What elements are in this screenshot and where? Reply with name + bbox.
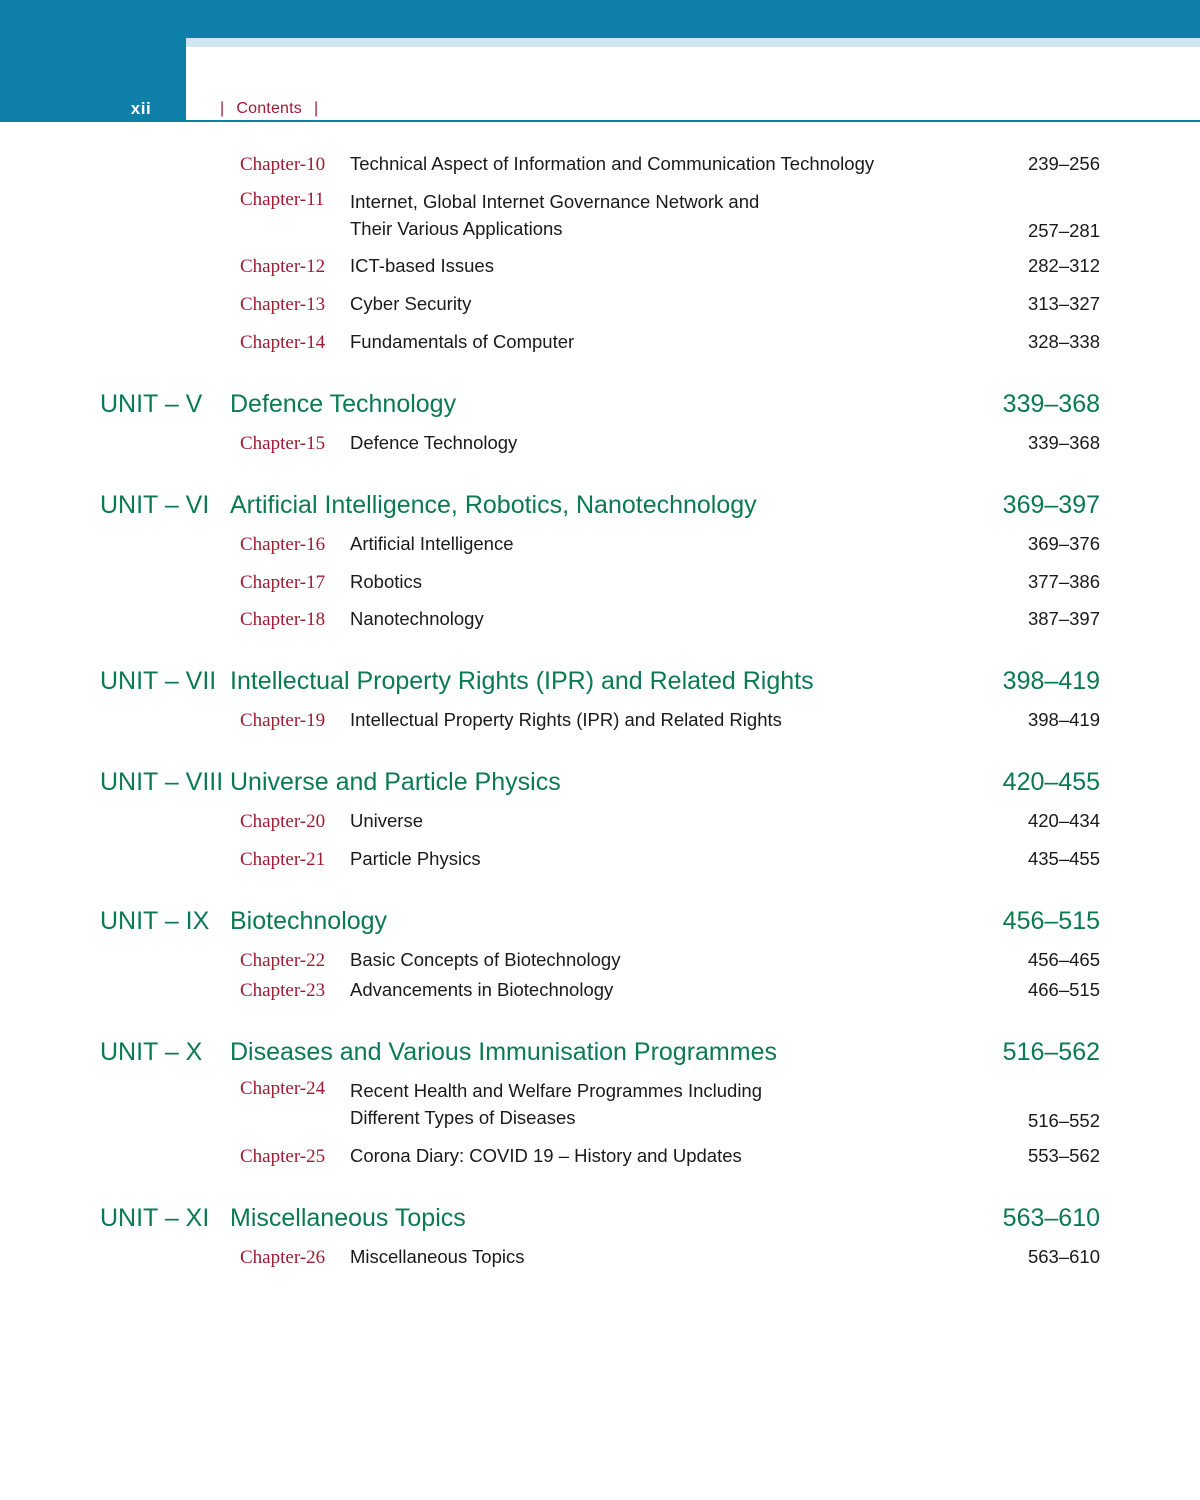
header-underline-rule: [186, 120, 1200, 122]
chapter-pages: 313–327: [1027, 293, 1100, 315]
chapter-number: Chapter-15: [240, 432, 326, 454]
unit-pages: 456–515: [1002, 906, 1100, 935]
unit-pages: 516–562: [1002, 1038, 1100, 1067]
chapter-title: Nanotechnology: [350, 608, 484, 630]
chapter-number: Chapter-14: [240, 332, 326, 354]
toc-chapter-row[interactable]: [0, 189, 1200, 243]
unit-title: Biotechnology: [230, 906, 388, 935]
chapter-number: Chapter-24: [240, 1078, 326, 1100]
unit-number: UNIT – VIII: [100, 767, 224, 796]
chapter-pages: 420–434: [1027, 809, 1100, 831]
toc-chapter-row[interactable]: [0, 846, 1200, 873]
chapter-number: Chapter-11: [240, 188, 325, 210]
running-head-right-divider: |: [314, 100, 319, 117]
chapter-title: Miscellaneous Topics: [350, 1245, 525, 1267]
unit-title: Artificial Intelligence, Robotics, Nanotechnology: [230, 490, 757, 519]
unit-title: Intellectual Property Rights (IPR) and Related Rights: [230, 667, 814, 696]
chapter-title: Technical Aspect of Information and Communication Technology: [350, 153, 875, 174]
chapter-pages: 339–368: [1027, 431, 1100, 453]
toc-chapter-row[interactable]: [0, 947, 1200, 974]
chapter-title: Cyber Security: [350, 293, 472, 315]
unit-title: Universe and Particle Physics: [230, 767, 561, 796]
unit-title: Defence Technology: [230, 389, 457, 418]
chapter-title: Basic Concepts of Biotechnology: [350, 948, 621, 970]
chapter-number: Chapter-26: [240, 1246, 326, 1268]
chapter-pages: 239–256: [1027, 153, 1100, 174]
toc-chapter-row[interactable]: [0, 329, 1200, 356]
chapter-title: Fundamentals of Computer: [350, 331, 575, 353]
unit-number: UNIT – VI: [100, 490, 210, 519]
chapter-pages: 398–419: [1027, 709, 1100, 731]
unit-pages: 398–419: [1002, 667, 1100, 696]
chapter-pages: 553–562: [1027, 1144, 1100, 1166]
chapter-number: Chapter-18: [240, 609, 326, 631]
toc-chapter-row[interactable]: [0, 1244, 1200, 1271]
toc-chapter-row[interactable]: [0, 430, 1200, 457]
unit-pages: 369–397: [1002, 490, 1100, 519]
chapter-number: Chapter-12: [240, 256, 326, 278]
chapter-number: Chapter-23: [240, 980, 326, 1002]
chapter-number: Chapter-16: [240, 533, 326, 555]
unit-pages: 339–368: [1002, 389, 1100, 418]
toc-chapter-row[interactable]: [0, 808, 1200, 835]
chapter-pages: 466–515: [1027, 979, 1100, 1001]
unit-number: UNIT – XI: [100, 1203, 210, 1232]
toc-unit-row[interactable]: [0, 390, 1200, 419]
unit-number: UNIT – IX: [100, 906, 210, 935]
chapter-title: Robotics: [350, 570, 422, 592]
chapter-title-line-1: Internet, Global Internet Governance Network and: [350, 190, 760, 212]
chapter-number: Chapter-17: [240, 571, 326, 593]
chapter-title: [350, 189, 970, 243]
toc-unit-row[interactable]: [0, 907, 1200, 936]
running-head-label: Contents: [236, 100, 302, 117]
chapter-pages: 282–312: [1027, 255, 1100, 277]
chapter-pages: 328–338: [1027, 331, 1100, 353]
chapter-title: Corona Diary: COVID 19 – History and Updates: [350, 1144, 742, 1166]
chapter-pages: 563–610: [1027, 1245, 1100, 1267]
chapter-title-line-2: Different Types of Diseases: [350, 1107, 576, 1128]
unit-pages: 420–455: [1002, 767, 1100, 796]
chapter-title-line-2: Their Various Applications: [350, 217, 563, 239]
toc-chapter-row[interactable]: [0, 606, 1200, 633]
chapter-pages: 456–465: [1027, 948, 1100, 970]
chapter-number: Chapter-19: [240, 710, 326, 732]
toc-unit-row[interactable]: [0, 667, 1200, 696]
toc-chapter-row[interactable]: [0, 707, 1200, 734]
chapter-pages: 377–386: [1027, 570, 1100, 592]
chapter-pages: 435–455: [1027, 847, 1100, 869]
toc-unit-row[interactable]: [0, 1204, 1200, 1233]
chapter-title-line-1: Recent Health and Welfare Programmes Including: [350, 1080, 763, 1102]
unit-number: UNIT – V: [100, 389, 203, 418]
chapter-pages: 516–552: [1027, 1109, 1100, 1131]
chapter-title: ICT-based Issues: [350, 255, 494, 277]
chapter-number: Chapter-22: [240, 949, 326, 971]
toc-chapter-row[interactable]: [0, 151, 1200, 178]
chapter-title: Universe: [350, 809, 423, 831]
header-light-accent-bar: [186, 38, 1200, 47]
page-number: xii: [130, 99, 152, 118]
unit-title: Diseases and Various Immunisation Programmes: [230, 1038, 777, 1067]
chapter-title: [350, 1078, 970, 1132]
chapter-number: Chapter-13: [240, 294, 326, 316]
toc-chapter-row[interactable]: [0, 1078, 1200, 1132]
chapter-title: Intellectual Property Rights (IPR) and Related Rights: [350, 709, 782, 731]
table-of-contents: [0, 140, 1200, 1270]
unit-pages: 563–610: [1002, 1203, 1100, 1232]
toc-chapter-row[interactable]: [0, 291, 1200, 318]
toc-unit-row[interactable]: [0, 491, 1200, 520]
toc-unit-row[interactable]: [0, 1038, 1200, 1067]
unit-title: Miscellaneous Topics: [230, 1203, 466, 1232]
chapter-title: Defence Technology: [350, 431, 518, 453]
chapter-number: Chapter-20: [240, 810, 326, 832]
chapter-pages: 387–397: [1027, 608, 1100, 630]
chapter-number: Chapter-25: [240, 1145, 326, 1167]
chapter-number: Chapter-21: [240, 848, 326, 870]
toc-unit-row[interactable]: [0, 768, 1200, 797]
page-header-band: [0, 0, 1200, 122]
running-head-left-divider: |: [220, 100, 225, 117]
toc-chapter-row[interactable]: [0, 977, 1200, 1004]
toc-chapter-row[interactable]: [0, 1143, 1200, 1170]
running-head-contents: [208, 100, 330, 118]
chapter-title: Advancements in Biotechnology: [350, 979, 614, 1001]
unit-number: UNIT – VII: [100, 667, 217, 696]
toc-chapter-row[interactable]: [0, 253, 1200, 280]
chapter-pages: 369–376: [1027, 532, 1100, 554]
chapter-number: Chapter-10: [240, 154, 326, 175]
header-white-panel: [186, 38, 1200, 122]
toc-chapter-row[interactable]: [0, 569, 1200, 596]
toc-chapter-row[interactable]: [0, 531, 1200, 558]
unit-number: UNIT – X: [100, 1038, 203, 1067]
chapter-title: Artificial Intelligence: [350, 532, 514, 554]
chapter-title: Particle Physics: [350, 847, 481, 869]
chapter-pages: 257–281: [1027, 220, 1100, 242]
